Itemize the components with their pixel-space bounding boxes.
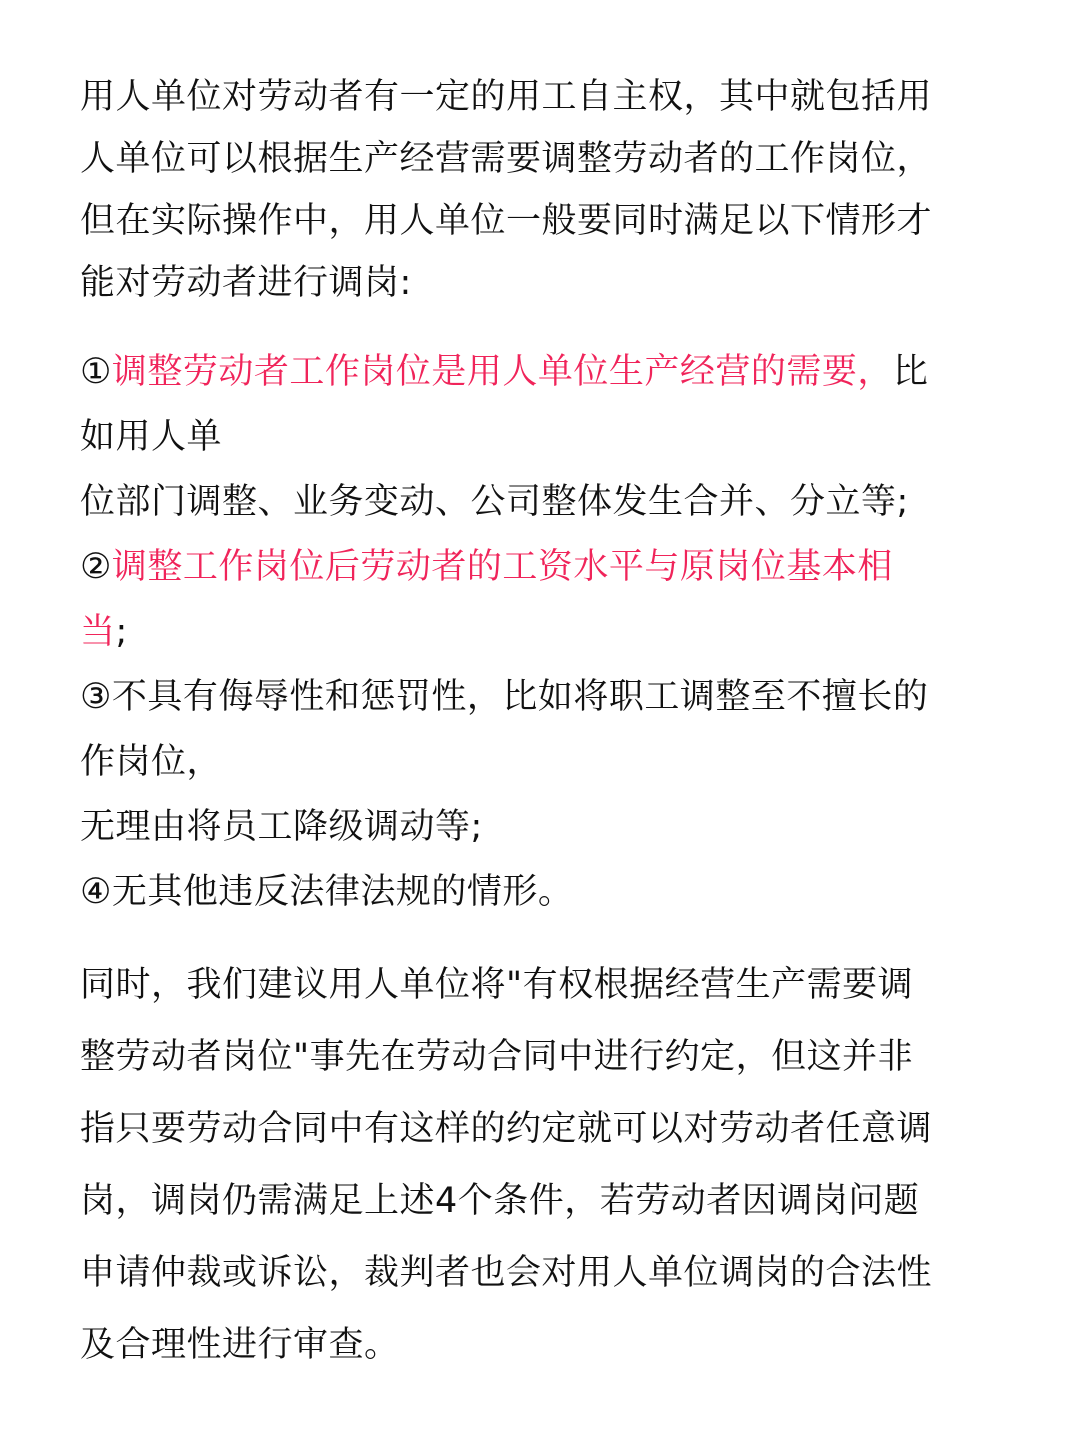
intro-line: 但在实际操作中，用人单位一般要同时满足以下情形才 [80,201,933,241]
item-4-line-1: ④无其他违反法律法规的情形。 [80,872,574,912]
item-3-line-1: ③不具有侮辱性和惩罚性，比如将职工调整至不擅长的 [80,677,929,717]
item-2-tail: ; [115,612,128,652]
item-2-line-2 [80,600,1010,665]
intro-paragraph [80,66,1010,314]
intro-line: 人单位可以根据生产经营需要调整劳动者的工作岗位， [80,139,933,179]
item-1-line-1 [80,340,1010,405]
condition-list [80,340,1010,925]
closing-line: 同时，我们建议用人单位将"有权根据经营生产需要调 [80,965,914,1005]
item-3-line-2: 作岗位， [80,742,223,782]
item-1-marker: ① [80,352,112,392]
closing-line: 指只要劳动合同中有这样的约定就可以对劳动者任意调 [80,1109,933,1149]
item-1-tail: 比 [892,352,929,392]
intro-line: 用人单位对劳动者有一定的用工自主权，其中就包括用 [80,77,933,117]
item-2-line-1 [80,535,1010,600]
item-1-line-2: 如用人单 [80,417,223,457]
closing-line: 及合理性进行审查。 [80,1325,400,1365]
item-1-line-3: 位部门调整、业务变动、公司整体发生合并、分立等; [80,482,909,522]
closing-paragraph [80,949,1010,1381]
item-2-marker: ② [80,547,112,587]
closing-line: 申请仲裁或诉讼，裁判者也会对用人单位调岗的合法性 [80,1253,933,1293]
closing-line: 岗，调岗仍需满足上述4个条件，若劳动者因调岗问题 [80,1181,920,1221]
item-3-line-3: 无理由将员工降级调动等; [80,807,483,847]
item-2-highlight-end: 当 [80,612,116,652]
closing-line: 整劳动者岗位"事先在劳动合同中进行约定，但这并非 [80,1037,914,1077]
article-body [80,66,1010,1381]
item-1-highlight: 调整劳动者工作岗位是用人单位生产经营的需要， [111,352,893,392]
intro-line: 能对劳动者进行调岗: [80,263,412,303]
item-2-highlight: 调整工作岗位后劳动者的工资水平与原岗位基本相 [111,547,893,587]
